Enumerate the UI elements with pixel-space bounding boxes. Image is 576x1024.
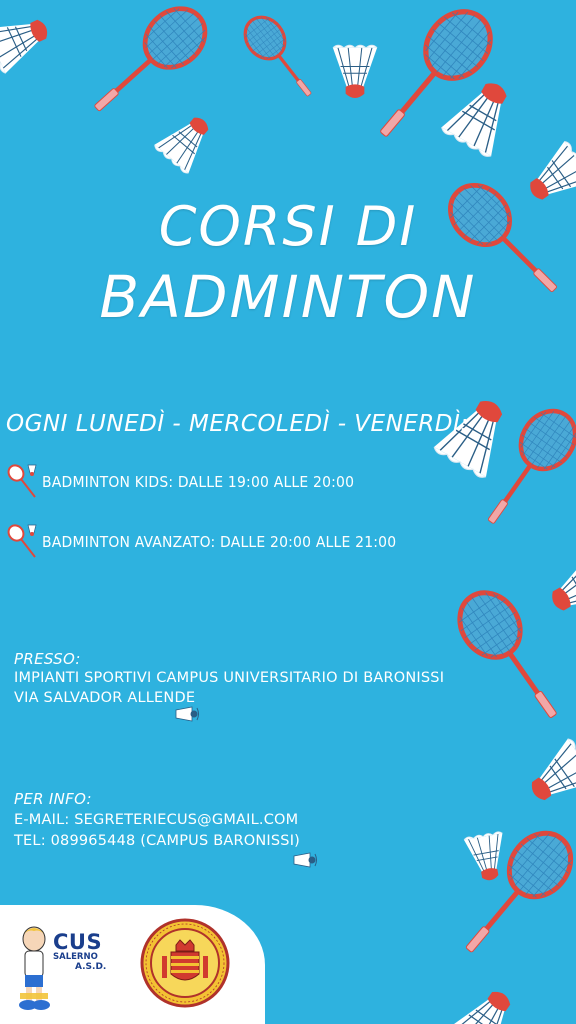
cus-logo-suffix: A.S.D. xyxy=(75,962,107,972)
page-title-line1: CORSI DI xyxy=(158,195,418,258)
location-label: PRESSO: xyxy=(14,650,81,668)
badminton-icon xyxy=(6,523,38,561)
shuttlecock-icon xyxy=(290,850,320,872)
contact-email[interactable]: E-MAIL: SEGRETERIECUS@GMAIL.COM xyxy=(14,812,299,828)
page-title-line2: BADMINTON xyxy=(99,263,477,331)
schedule-days: OGNI LUNEDÌ - MERCOLEDÌ - VENERDÌ: xyxy=(6,411,469,437)
shuttlecock-icon xyxy=(172,704,202,726)
cus-logo-main: CUS xyxy=(53,930,103,954)
course-text: BADMINTON AVANZATO: DALLE 20:00 ALLE 21:00 xyxy=(42,533,397,551)
university-seal-icon xyxy=(140,918,230,1008)
contact-label: PER INFO: xyxy=(14,790,92,808)
cus-logo xyxy=(53,932,106,972)
cus-logo-sub: SALERNO xyxy=(53,952,98,962)
contact-phone[interactable]: TEL: 089965448 (CAMPUS BARONISSI) xyxy=(14,833,301,849)
location-street: VIA SALVADOR ALLENDE xyxy=(14,690,196,706)
course-item xyxy=(6,463,354,501)
cus-mascot-icon xyxy=(14,925,54,1013)
location-venue: IMPIANTI SPORTIVI CAMPUS UNIVERSITARIO DI BARONISSI xyxy=(14,670,445,686)
course-item xyxy=(6,523,396,561)
course-text: BADMINTON KIDS: DALLE 19:00 ALLE 20:00 xyxy=(42,473,355,491)
badminton-icon xyxy=(6,463,38,501)
